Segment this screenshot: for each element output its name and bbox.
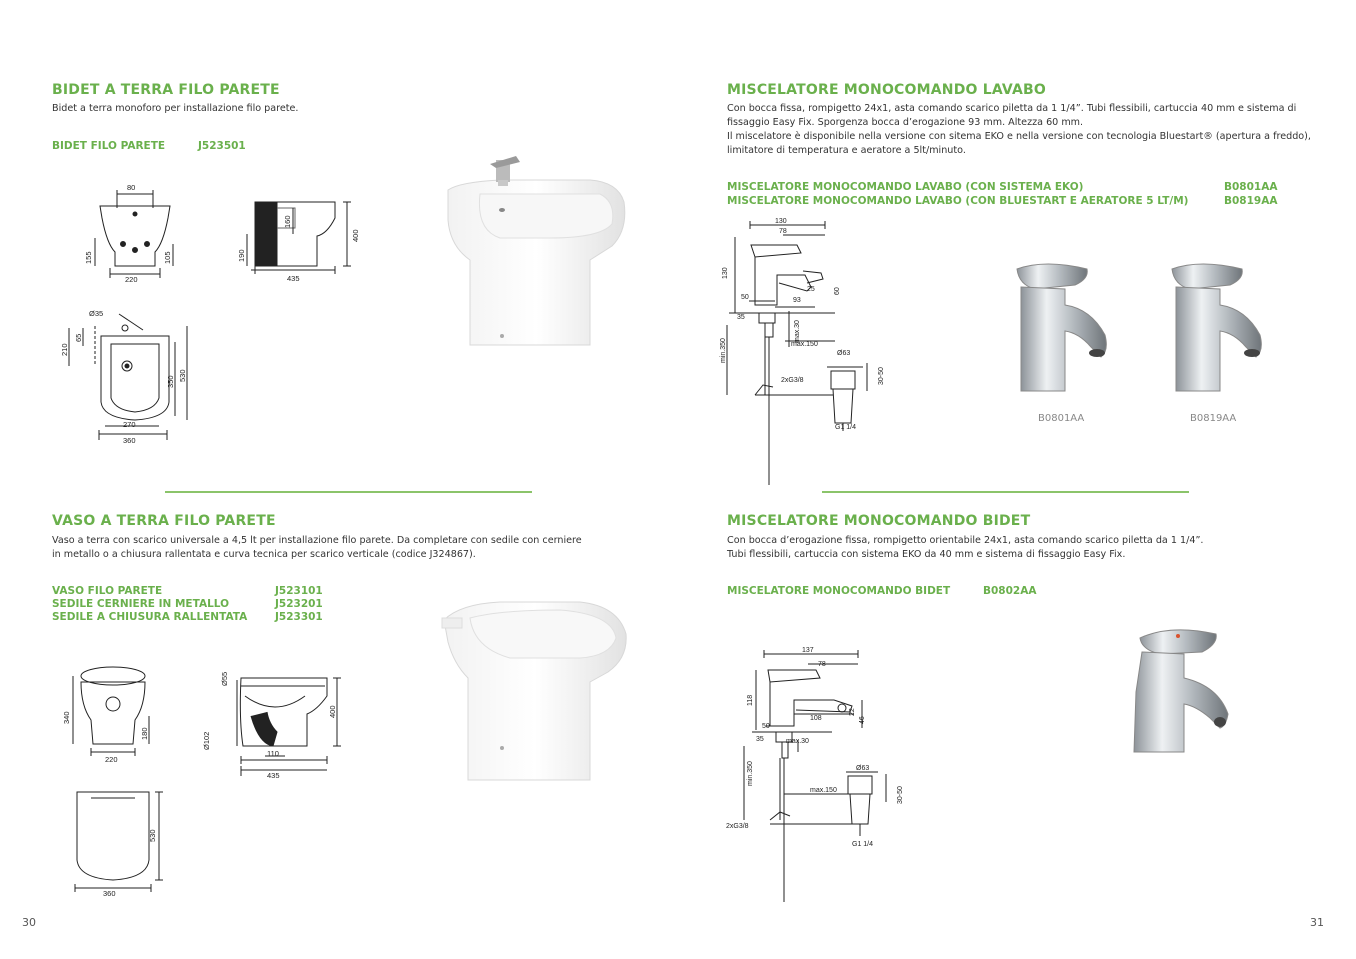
dim-min350: min.350 bbox=[720, 338, 727, 363]
dim-78: 78 bbox=[779, 228, 787, 235]
vaso-item-code-3: J523301 bbox=[275, 611, 323, 623]
bidet-mixer-title: MISCELATORE MONOCOMANDO BIDET bbox=[727, 513, 1031, 529]
dim-25: 25 bbox=[807, 286, 815, 293]
dim-155: 155 bbox=[84, 251, 93, 264]
dim-350: 350 bbox=[166, 375, 175, 388]
lavabo-description-line2: fissaggio Easy Fix. Sporgenza bocca d’erogazione 93 mm. Altezza 60 mm. bbox=[727, 117, 1084, 128]
bidet-mixer-description-line1: Con bocca d’erogazione fissa, rompigetto orientabile 24x1, asta comando scarico piletta da 1 1/4”. bbox=[727, 535, 1204, 546]
mixer-b0801aa-image bbox=[1005, 255, 1125, 400]
dim-190: 190 bbox=[237, 249, 246, 262]
dim-130-vertical: 130 bbox=[722, 267, 729, 279]
dim-220: 220 bbox=[125, 275, 138, 284]
caption-b0819aa: B0819AA bbox=[1190, 413, 1237, 424]
right-separator bbox=[822, 491, 1189, 493]
dim-max150: max.150 bbox=[810, 787, 837, 794]
lavabo-item-name-1: MISCELATORE MONOCOMANDO LAVABO (CON SISTEMA EKO) bbox=[727, 181, 1084, 193]
dim-max150: max.150 bbox=[791, 341, 818, 348]
caption-b0801aa: B0801AA bbox=[1038, 413, 1085, 424]
bidet-mixer-technical-drawing bbox=[722, 640, 912, 910]
dim-340: 340 bbox=[62, 711, 71, 724]
dim-108: 108 bbox=[810, 715, 822, 722]
dim-35: 35 bbox=[756, 736, 764, 743]
dim-min350: min.350 bbox=[747, 761, 754, 786]
lavabo-technical-drawing bbox=[715, 215, 900, 490]
dim-137: 137 bbox=[802, 647, 814, 654]
dim-105: 105 bbox=[163, 251, 172, 264]
dim-435: 435 bbox=[267, 771, 280, 780]
dim-2xg38: 2xG3/8 bbox=[781, 377, 804, 384]
dim-210: 210 bbox=[60, 343, 69, 356]
dim-d102: Ø102 bbox=[202, 731, 211, 750]
lavabo-title: MISCELATORE MONOCOMANDO LAVABO bbox=[727, 82, 1047, 98]
dim-30-50: 30-50 bbox=[878, 367, 885, 385]
dim-130: 130 bbox=[775, 218, 787, 225]
vaso-product-image bbox=[440, 598, 630, 790]
vaso-item-name-2: SEDILE CERNIERE IN METALLO bbox=[52, 598, 229, 610]
dim-400: 400 bbox=[328, 705, 337, 718]
dim-220: 220 bbox=[105, 755, 118, 764]
dim-400: 400 bbox=[351, 229, 360, 242]
lavabo-item-code-1: B0801AA bbox=[1224, 181, 1278, 193]
dim-78: 78 bbox=[818, 661, 826, 668]
bidet-mixer-description-line2: Tubi flessibili, cartuccia con sistema EKO da 40 mm e sistema di fissaggio Easy Fix. bbox=[727, 549, 1126, 560]
dim-65: 65 bbox=[74, 333, 83, 342]
dim-d63: Ø63 bbox=[837, 350, 851, 357]
dim-50: 50 bbox=[762, 723, 770, 730]
dim-110: 110 bbox=[267, 749, 279, 758]
dim-d55: Ø55 bbox=[220, 671, 229, 686]
dim-d35: Ø35 bbox=[89, 309, 104, 318]
vaso-technical-drawing bbox=[55, 660, 355, 900]
bidet-item-code: J523501 bbox=[198, 140, 246, 152]
vaso-title: VASO A TERRA FILO PARETE bbox=[52, 513, 276, 529]
bidet-mixer-item-name: MISCELATORE MONOCOMANDO BIDET bbox=[727, 585, 951, 597]
dim-max30: max.30 bbox=[794, 320, 801, 343]
dim-30-50: 30-50 bbox=[897, 786, 904, 804]
dim-d63: Ø63 bbox=[856, 765, 870, 772]
bidet-mixer-item-code: B0802AA bbox=[983, 585, 1037, 597]
dim-max30: max.30 bbox=[786, 738, 809, 745]
dim-80: 80 bbox=[127, 183, 136, 192]
bidet-mixer-product-image bbox=[1120, 622, 1250, 757]
vaso-item-name-1: VASO FILO PARETE bbox=[52, 585, 163, 597]
dim-g114: G1 1/4 bbox=[852, 841, 874, 848]
page-number-left: 30 bbox=[22, 916, 36, 929]
dim-93: 93 bbox=[793, 297, 801, 304]
lavabo-item-name-2: MISCELATORE MONOCOMANDO LAVABO (CON BLUESTART E AERATORE 5 LT/M) bbox=[727, 195, 1189, 207]
vaso-item-name-3: SEDILE A CHIUSURA RALLENTATA bbox=[52, 611, 248, 623]
bidet-item-name: BIDET FILO PARETE bbox=[52, 140, 166, 152]
dim-360: 360 bbox=[123, 436, 136, 445]
dim-118: 118 bbox=[747, 694, 754, 706]
dim-35: 35 bbox=[737, 314, 745, 321]
lavabo-description-line1: Con bocca fissa, rompigetto 24x1, asta comando scarico piletta da 1 1/4”. Tubi flessibili, cartuccia 40 mm e sistema di bbox=[727, 103, 1297, 114]
dim-435: 435 bbox=[287, 274, 300, 283]
dim-46: 46 bbox=[859, 716, 866, 724]
dim-60: 60 bbox=[834, 287, 841, 295]
left-separator bbox=[165, 491, 532, 493]
dim-360: 360 bbox=[103, 889, 116, 898]
lavabo-item-code-2: B0819AA bbox=[1224, 195, 1278, 207]
dim-g114: G1 1/4 bbox=[835, 424, 857, 431]
dim-50: 50 bbox=[741, 294, 749, 301]
vaso-description-line2: in metallo o a chiusura rallentata e curva tecnica per scarico verticale (codice J324867). bbox=[52, 549, 476, 560]
dim-2xg38: 2xG3/8 bbox=[726, 823, 749, 830]
dim-160: 160 bbox=[283, 215, 292, 228]
bidet-product-image bbox=[440, 150, 630, 355]
bidet-title: BIDET A TERRA FILO PARETE bbox=[52, 82, 280, 98]
vaso-description-line1: Vaso a terra con scarico universale a 4,5 lt per installazione filo parete. Da completare con sedile con cerniere bbox=[52, 535, 582, 546]
lavabo-description-line3: Il miscelatore è disponibile nella versione con sitema EKO e nella versione con tecnologia Bluestart® (apertura a freddo), bbox=[727, 131, 1311, 142]
dim-270: 270 bbox=[123, 420, 136, 429]
dim-180: 180 bbox=[140, 727, 149, 740]
vaso-item-code-1: J523101 bbox=[275, 585, 323, 597]
lavabo-description-line4: limitatore di temperatura e aeratore a 5lt/minuto. bbox=[727, 145, 966, 156]
dim-22: 22 bbox=[849, 708, 856, 716]
dim-530: 530 bbox=[148, 829, 157, 842]
page-number-right: 31 bbox=[1310, 916, 1324, 929]
mixer-b0819aa-image bbox=[1160, 255, 1280, 400]
vaso-item-code-2: J523201 bbox=[275, 598, 323, 610]
dim-530: 530 bbox=[178, 369, 187, 382]
bidet-technical-drawing bbox=[55, 178, 375, 453]
bidet-description: Bidet a terra monoforo per installazione filo parete. bbox=[52, 103, 299, 114]
